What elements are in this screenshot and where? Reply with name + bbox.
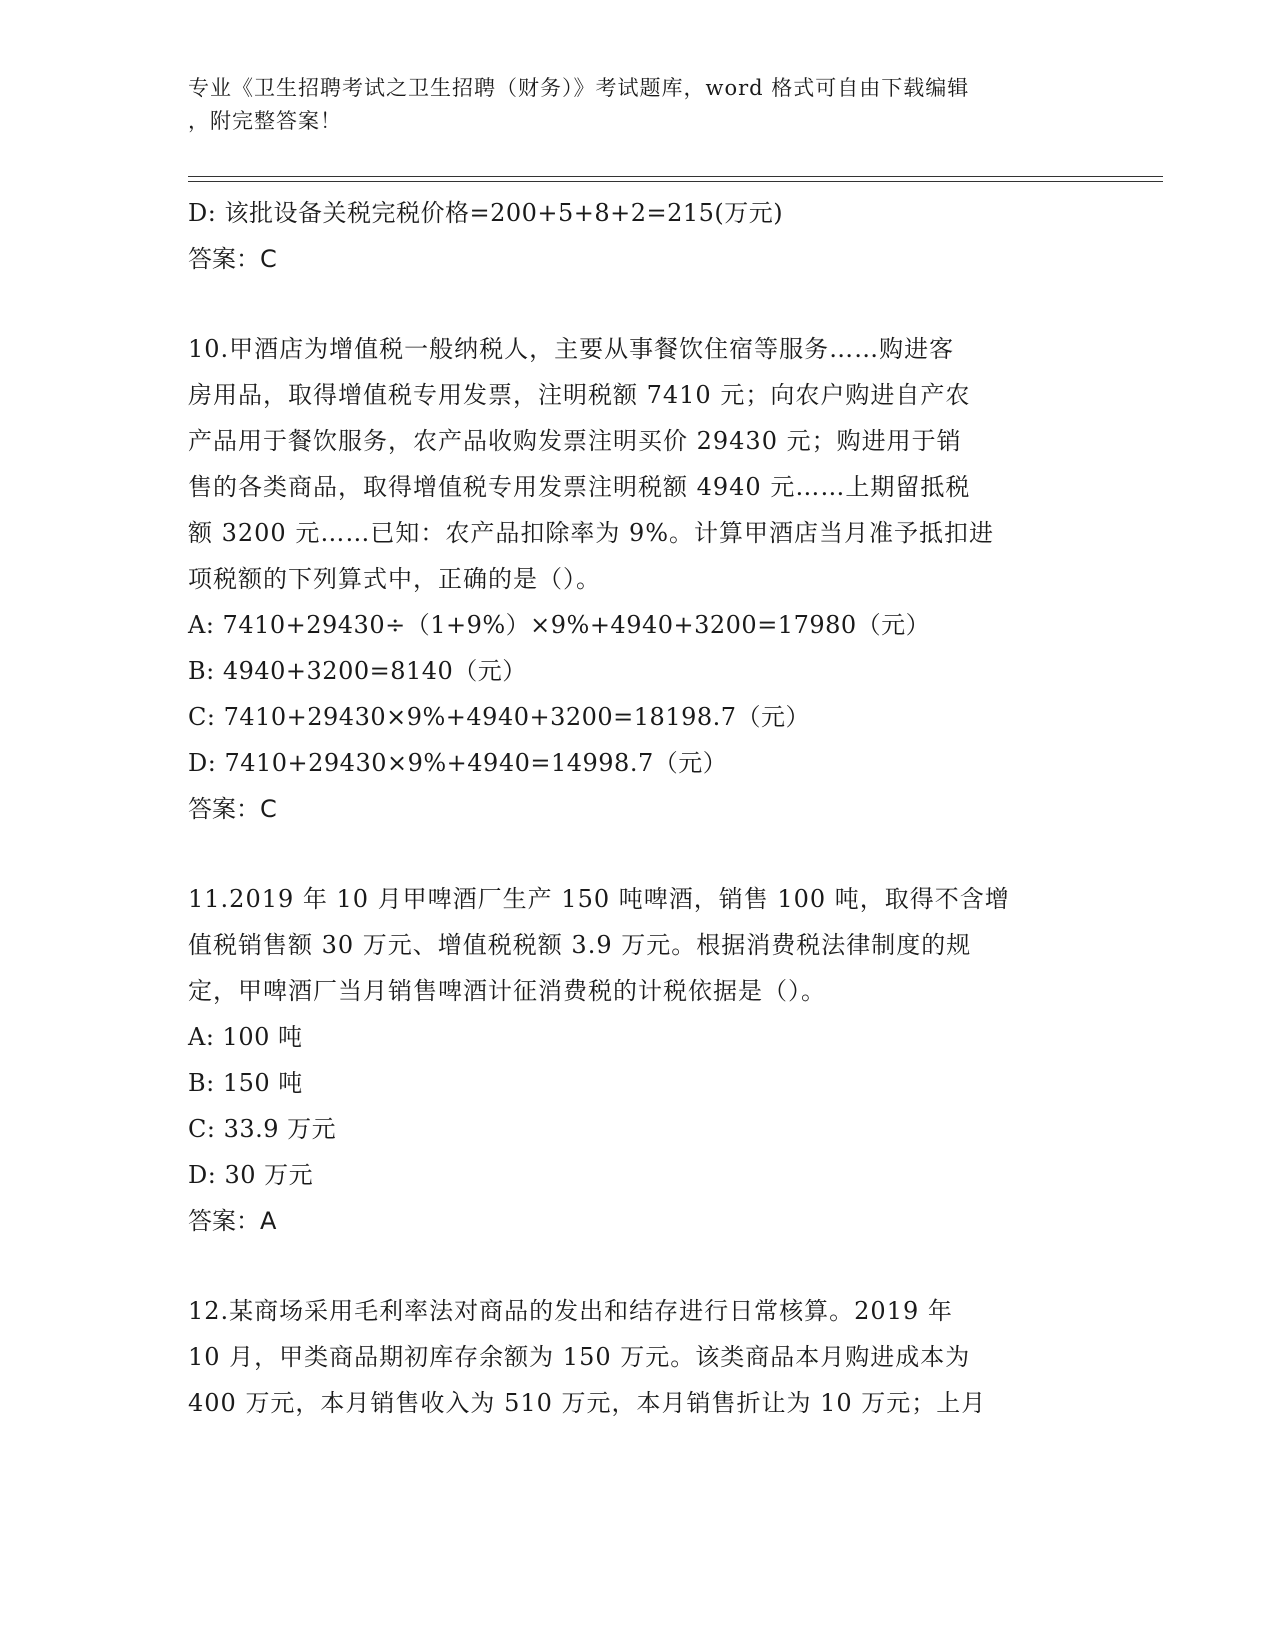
stem-line: 11.2019 年 10 月甲啤酒厂生产 150 吨啤酒，销售 100 吨，取得不含增 <box>188 885 1010 913</box>
question-stem <box>188 876 1088 1014</box>
answer-line: 答案：C <box>188 245 277 273</box>
option-c: C: 33.9 万元 <box>188 1115 337 1143</box>
prev-question-tail <box>188 190 1088 282</box>
option-a: A: 100 吨 <box>188 1023 303 1051</box>
question-stem <box>188 1288 1088 1426</box>
stem-line: 额 3200 元……已知：农产品扣除率为 9%。计算甲酒店当月准予抵扣进 <box>188 519 995 547</box>
header-line-1: 专业《卫生招聘考试之卫生招聘（财务）》考试题库，word 格式可自由下载编辑 <box>188 76 970 100</box>
question-12 <box>188 1288 1088 1426</box>
question-10 <box>188 326 1088 832</box>
option-b: B: 4940+3200=8140（元） <box>188 657 527 685</box>
header-divider-bottom <box>188 181 1163 182</box>
stem-line: 400 万元，本月销售收入为 510 万元，本月销售折让为 10 万元；上月 <box>188 1389 987 1417</box>
option-d: D: 30 万元 <box>188 1161 314 1189</box>
page-header <box>188 72 1088 138</box>
answer-line: 答案：A <box>188 1207 277 1235</box>
stem-line: 10.甲酒店为增值税一般纳税人，主要从事餐饮住宿等服务……购进客 <box>188 335 955 363</box>
option-d: D: 该批设备关税完税价格=200+5+8+2=215(万元) <box>188 199 784 227</box>
stem-line: 房用品，取得增值税专用发票，注明税额 7410 元；向农户购进自产农 <box>188 381 971 409</box>
stem-line: 10 月，甲类商品期初库存余额为 150 万元。该类商品本月购进成本为 <box>188 1343 971 1371</box>
header-divider-top <box>188 176 1163 177</box>
stem-line: 定，甲啤酒厂当月销售啤酒计征消费税的计税依据是（）。 <box>188 977 826 1005</box>
stem-line: 产品用于餐饮服务，农产品收购发票注明买价 29430 元；购进用于销 <box>188 427 962 455</box>
header-line-2: ，附完整答案！ <box>188 109 342 133</box>
document-body <box>188 190 1088 1426</box>
stem-line: 项税额的下列算式中，正确的是（）。 <box>188 565 601 593</box>
stem-line: 售的各类商品，取得增值税专用发票注明税额 4940 元……上期留抵税 <box>188 473 971 501</box>
question-stem <box>188 326 1088 602</box>
option-c: C: 7410+29430×9%+4940+3200=18198.7（元） <box>188 703 811 731</box>
option-d: D: 7410+29430×9%+4940=14998.7（元） <box>188 749 728 777</box>
stem-line: 值税销售额 30 万元、增值税税额 3.9 万元。根据消费税法律制度的规 <box>188 931 972 959</box>
option-b: B: 150 吨 <box>188 1069 303 1097</box>
option-a: A: 7410+29430÷（1+9%）×9%+4940+3200=17980（元） <box>188 611 931 639</box>
question-11 <box>188 876 1088 1244</box>
stem-line: 12.某商场采用毛利率法对商品的发出和结存进行日常核算。2019 年 <box>188 1297 953 1325</box>
answer-line: 答案：C <box>188 795 277 823</box>
